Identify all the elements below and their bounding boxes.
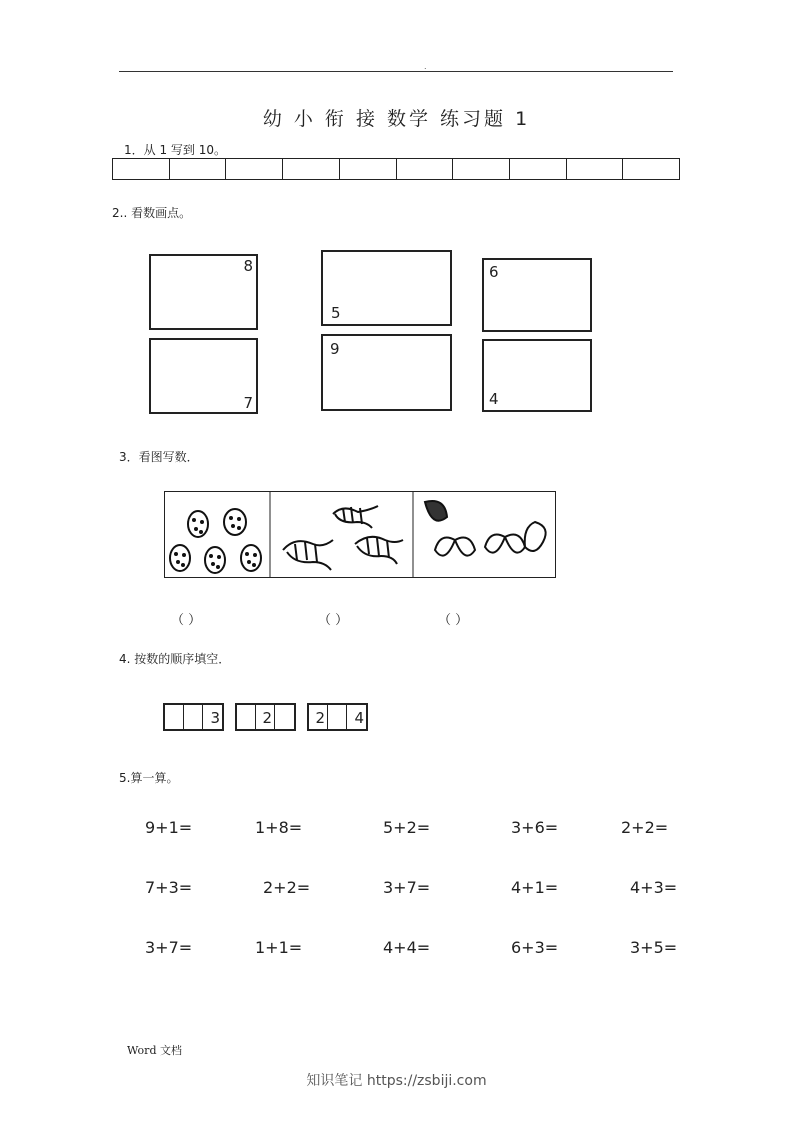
sequence-cell[interactable]	[328, 705, 347, 729]
q1-label: 1．从 1 写到 10。	[124, 143, 226, 157]
grid-cell[interactable]	[170, 159, 227, 179]
equation[interactable]: 1+1=	[255, 938, 303, 957]
grid-cell[interactable]	[510, 159, 567, 179]
equation[interactable]: 4+1=	[511, 878, 559, 897]
sequence-cell[interactable]	[165, 705, 184, 729]
sequence-cell[interactable]	[237, 705, 256, 729]
box-number: 9	[330, 340, 340, 358]
grid-cell[interactable]	[226, 159, 283, 179]
dot-box-5[interactable]	[321, 250, 452, 326]
header-rule	[119, 71, 673, 72]
equation[interactable]: 6+3=	[511, 938, 559, 957]
answer-blank-cats[interactable]: （ ）	[318, 613, 349, 628]
q5-label: 5.算一算。	[119, 771, 179, 785]
equation[interactable]: 7+3=	[145, 878, 193, 897]
box-number: 7	[243, 394, 253, 412]
dot-box-6[interactable]	[482, 258, 592, 332]
equation[interactable]: 2+2=	[621, 818, 669, 837]
answer-blank-butterflies[interactable]: （ ）	[438, 613, 469, 628]
box-number: 4	[489, 390, 499, 408]
dot-box-9[interactable]	[321, 334, 452, 411]
box-number: 8	[243, 257, 253, 275]
box-number: 6	[489, 263, 499, 281]
box-number: 5	[331, 304, 341, 322]
sequence-cell[interactable]	[275, 705, 294, 729]
q1-writing-grid	[112, 158, 680, 180]
equation[interactable]: 4+4=	[383, 938, 431, 957]
grid-cell[interactable]	[113, 159, 170, 179]
sequence-cell[interactable]	[184, 705, 203, 729]
equation[interactable]: 3+5=	[630, 938, 678, 957]
equation[interactable]: 4+3=	[630, 878, 678, 897]
equation[interactable]: 3+7=	[383, 878, 431, 897]
sequence-cell[interactable]: 4	[354, 709, 364, 727]
grid-cell[interactable]	[397, 159, 454, 179]
grid-cell[interactable]	[340, 159, 397, 179]
dot-box-7[interactable]	[149, 338, 258, 414]
q3-picture-strip	[164, 491, 556, 578]
sequence-group	[307, 703, 368, 731]
sequence-cell[interactable]: 2	[309, 705, 328, 729]
cat-picture	[283, 506, 403, 570]
equation[interactable]: 3+6=	[511, 818, 559, 837]
sequence-group	[235, 703, 296, 731]
sequence-cell[interactable]: 3	[210, 709, 220, 727]
grid-cell[interactable]	[567, 159, 624, 179]
equation[interactable]: 1+8=	[255, 818, 303, 837]
dot-box-4[interactable]	[482, 339, 592, 412]
header-dot: .	[424, 62, 427, 71]
q3-label: 3．看图写数．	[119, 450, 199, 464]
q3-pictures	[165, 492, 555, 577]
sequence-cell[interactable]: 2	[256, 705, 275, 729]
page-title: 幼 小 衔 接 数学 练习题 1	[262, 108, 531, 130]
grid-cell[interactable]	[453, 159, 510, 179]
butterfly-picture	[425, 501, 546, 556]
grid-cell[interactable]	[283, 159, 340, 179]
sequence-group	[163, 703, 224, 731]
equation[interactable]: 5+2=	[383, 818, 431, 837]
grid-cell[interactable]	[623, 159, 679, 179]
equation[interactable]: 3+7=	[145, 938, 193, 957]
equation[interactable]: 2+2=	[263, 878, 311, 897]
answer-blank-ladybugs[interactable]: （ ）	[171, 613, 202, 628]
q2-label: 2.. 看数画点。	[112, 206, 192, 220]
dot-box-8[interactable]	[149, 254, 258, 330]
footer-site-watermark: 知识笔记 https://zsbiji.com	[306, 1073, 487, 1089]
equation[interactable]: 9+1=	[145, 818, 193, 837]
q4-label: 4. 按数的顺序填空．	[119, 652, 231, 666]
footer-word-label: Word 文档	[127, 1044, 182, 1057]
